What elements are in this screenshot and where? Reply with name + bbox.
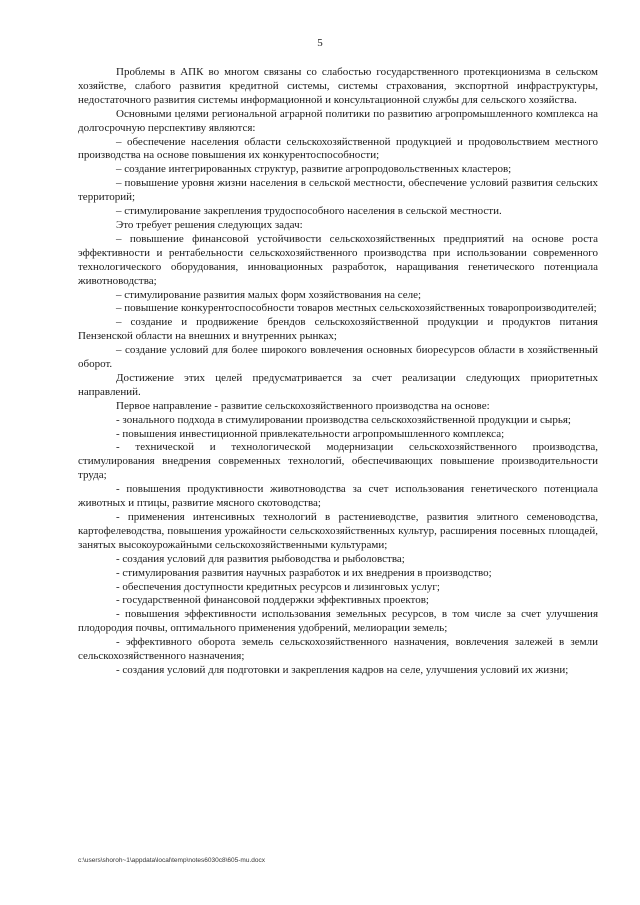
list-item: – стимулирование закрепления трудоспособного населения в сельской местности.: [116, 205, 502, 218]
list-item: – обеспечение населения области сельскохозяйственной продукцией и продовольствием местного производства на основе повышения их конкурентоспособности;: [78, 135, 598, 162]
list-item: - повышения инвестиционной привлекательности агропромышленного комплекса;: [116, 427, 505, 440]
file-path-footer: c:\users\shoroh~1\appdata\local\temp\notes6030c8\605-mu.docx: [78, 857, 265, 864]
list-item: – создание условий для более широкого вовлечения основных биоресурсов области в хозяйственный оборот.: [78, 344, 598, 371]
list-item: - создания условий для подготовки и закрепления кадров на селе, улучшения условий их жизни;: [116, 663, 569, 676]
list-item: - обеспечения доступности кредитных ресурсов и лизинговых услуг;: [116, 580, 440, 593]
paragraph: Первое направление - развитие сельскохозяйственного производства на основе:: [116, 399, 490, 412]
list-item: - эффективного оборота земель сельскохозяйственного назначения, вовлечения залежей в земли сельскохозяйственного назначения;: [78, 636, 598, 663]
paragraph: Достижение этих целей предусматривается за счет реализации следующих приоритетных направлений.: [78, 371, 598, 398]
list-item: – повышение конкурентоспособности товаров местных сельскохозяйственных товаропроизводителей;: [116, 302, 597, 315]
paragraph: Проблемы в АПК во многом связаны со слабостью государственного протекционизма в сельском хозяйстве, слабого развития кредитной системы, системы страхования, экспортной инфраструктуры, недостаточного развития системы информационной и консультационной службы для сельского хозяйства.: [78, 66, 598, 106]
list-item: - повышения эффективности использования земельных ресурсов, в том числе за счет улучшения плодородия почвы, оптимального применения удобрений, мелиорации земель;: [78, 608, 598, 635]
list-item: – повышение финансовой устойчивости сельскохозяйственных предприятий на основе роста эффективности и рентабельности сельскохозяйственного производства при использовании современного технологического оборудования, инновационных разработок, наращивания генетического потенциала животноводства;: [78, 232, 598, 287]
list-item: - технической и технологической модернизации сельскохозяйственного производства, стимулирования внедрения современных технологий, обеспечивающих повышение производительности труда;: [78, 441, 598, 482]
document-body: [78, 66, 598, 678]
list-item: - государственной финансовой поддержки эффективных проектов;: [116, 594, 429, 607]
page-number: 5: [317, 37, 323, 49]
list-item: - стимулирования развития научных разработок и их внедрения в производство;: [116, 566, 492, 579]
list-item: - создания условий для развития рыбоводства и рыболовства;: [116, 552, 405, 565]
paragraph: Основными целями региональной аграрной политики по развитию агропромышленного комплекса на долгосрочную перспективу являются:: [78, 107, 598, 134]
list-item: - зонального подхода в стимулировании производства сельскохозяйственной продукции и сырья;: [116, 413, 571, 426]
list-item: – стимулирование развития малых форм хозяйствования на селе;: [116, 288, 422, 301]
list-item: – создание и продвижение брендов сельскохозяйственной продукции и продуктов питания Пензенской области на внешних и внутренних рынках;: [78, 316, 598, 343]
list-item: – повышение уровня жизни населения в сельской местности, обеспечение условий развития сельских территорий;: [78, 177, 598, 204]
paragraph: Это требует решения следующих задач:: [116, 218, 303, 231]
list-item: - повышения продуктивности животноводства за счет использования генетического потенциала животных и птицы, развитие мясного скотоводства;: [78, 483, 598, 510]
list-item: - применения интенсивных технологий в растениеводстве, развития элитного семеноводства, картофелеводства, повышения урожайности сельскохозяйственных культур, расширения посевных площадей, занятых высокоурожайными сельскохозяйственными культурами;: [78, 511, 598, 551]
list-item: – создание интегрированных структур, развитие агропродовольственных кластеров;: [116, 163, 512, 176]
